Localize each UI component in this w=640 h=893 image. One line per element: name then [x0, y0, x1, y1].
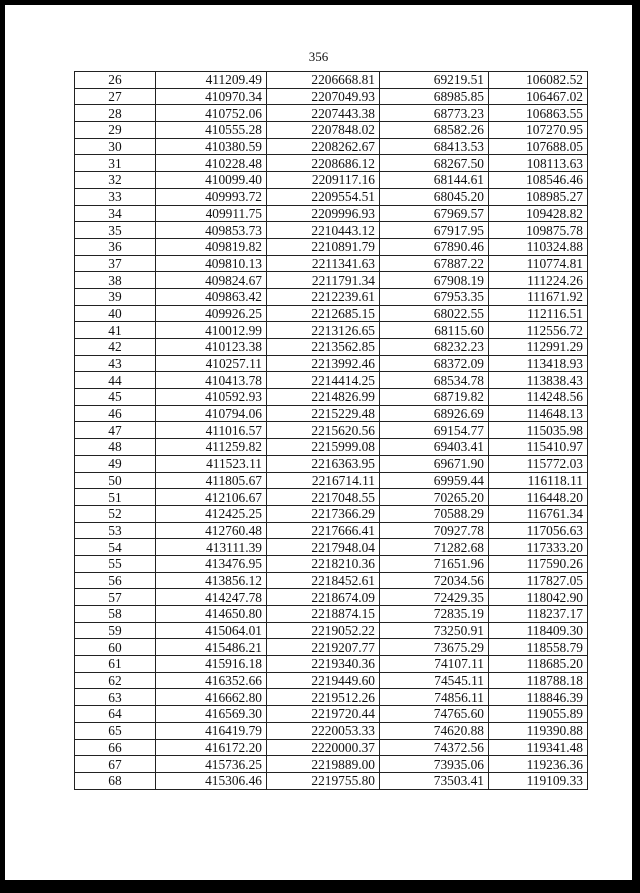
value-cell: 409810.13 — [156, 255, 267, 272]
value-cell: 2215999.08 — [267, 439, 380, 456]
value-cell: 116118.11 — [489, 472, 588, 489]
value-cell: 409926.25 — [156, 305, 267, 322]
value-cell: 68267.50 — [380, 155, 489, 172]
point-number-cell: 50 — [75, 472, 156, 489]
table-row — [75, 205, 588, 222]
page-number: 356 — [308, 49, 329, 64]
table-row — [75, 522, 588, 539]
value-cell: 71651.96 — [380, 555, 489, 572]
value-cell: 115035.98 — [489, 422, 588, 439]
value-cell: 409853.73 — [156, 222, 267, 239]
table-row — [75, 288, 588, 305]
table-row — [75, 439, 588, 456]
table-row — [75, 88, 588, 105]
point-number-cell: 57 — [75, 589, 156, 606]
value-cell: 67890.46 — [380, 238, 489, 255]
value-cell: 415486.21 — [156, 639, 267, 656]
table-row — [75, 572, 588, 589]
value-cell: 116448.20 — [489, 489, 588, 506]
value-cell: 69671.90 — [380, 455, 489, 472]
value-cell: 116761.34 — [489, 505, 588, 522]
value-cell: 413111.39 — [156, 539, 267, 556]
table-row — [75, 172, 588, 189]
value-cell: 2219207.77 — [267, 639, 380, 656]
value-cell: 2215229.48 — [267, 405, 380, 422]
value-cell: 409993.72 — [156, 188, 267, 205]
value-cell: 410752.06 — [156, 105, 267, 122]
value-cell: 106467.02 — [489, 88, 588, 105]
value-cell: 2216363.95 — [267, 455, 380, 472]
point-number-cell: 36 — [75, 238, 156, 255]
value-cell: 411805.67 — [156, 472, 267, 489]
value-cell: 68926.69 — [380, 405, 489, 422]
value-cell: 113838.43 — [489, 372, 588, 389]
value-cell: 68045.20 — [380, 188, 489, 205]
value-cell: 2219340.36 — [267, 656, 380, 673]
value-cell: 119390.88 — [489, 722, 588, 739]
value-cell: 2219512.26 — [267, 689, 380, 706]
value-cell: 2214826.99 — [267, 389, 380, 406]
value-cell: 68232.23 — [380, 339, 489, 356]
point-number-cell: 53 — [75, 522, 156, 539]
value-cell: 109428.82 — [489, 205, 588, 222]
value-cell: 67887.22 — [380, 255, 489, 272]
point-number-cell: 68 — [75, 772, 156, 789]
value-cell: 106082.52 — [489, 72, 588, 89]
value-cell: 2218674.09 — [267, 589, 380, 606]
table-row — [75, 155, 588, 172]
value-cell: 2219052.22 — [267, 622, 380, 639]
value-cell: 117333.20 — [489, 539, 588, 556]
value-cell: 71282.68 — [380, 539, 489, 556]
value-cell: 409863.42 — [156, 288, 267, 305]
value-cell: 415064.01 — [156, 622, 267, 639]
point-number-cell: 30 — [75, 138, 156, 155]
value-cell: 2218874.15 — [267, 606, 380, 623]
table-row — [75, 122, 588, 139]
value-cell: 70265.20 — [380, 489, 489, 506]
table-row — [75, 138, 588, 155]
point-number-cell: 39 — [75, 288, 156, 305]
table-row — [75, 105, 588, 122]
point-number-cell: 34 — [75, 205, 156, 222]
value-cell: 68719.82 — [380, 389, 489, 406]
value-cell: 416569.30 — [156, 706, 267, 723]
value-cell: 2209117.16 — [267, 172, 380, 189]
table-body — [75, 72, 588, 790]
value-cell: 415916.18 — [156, 656, 267, 673]
value-cell: 412106.67 — [156, 489, 267, 506]
value-cell: 110774.81 — [489, 255, 588, 272]
value-cell: 69403.41 — [380, 439, 489, 456]
value-cell: 73250.91 — [380, 622, 489, 639]
value-cell: 409824.67 — [156, 272, 267, 289]
value-cell: 108546.46 — [489, 172, 588, 189]
point-number-cell: 40 — [75, 305, 156, 322]
value-cell: 68022.55 — [380, 305, 489, 322]
value-cell: 114248.56 — [489, 389, 588, 406]
point-number-cell: 47 — [75, 422, 156, 439]
point-number-cell: 29 — [75, 122, 156, 139]
table-row — [75, 188, 588, 205]
value-cell: 118409.30 — [489, 622, 588, 639]
value-cell: 410970.34 — [156, 88, 267, 105]
value-cell: 416352.66 — [156, 672, 267, 689]
value-cell: 112116.51 — [489, 305, 588, 322]
table-row — [75, 372, 588, 389]
point-number-cell: 41 — [75, 322, 156, 339]
value-cell: 68413.53 — [380, 138, 489, 155]
value-cell: 69219.51 — [380, 72, 489, 89]
value-cell: 2207049.93 — [267, 88, 380, 105]
point-number-cell: 61 — [75, 656, 156, 673]
value-cell: 110324.88 — [489, 238, 588, 255]
value-cell: 70927.78 — [380, 522, 489, 539]
point-number-cell: 51 — [75, 489, 156, 506]
point-number-cell: 65 — [75, 722, 156, 739]
value-cell: 409911.75 — [156, 205, 267, 222]
value-cell: 107270.95 — [489, 122, 588, 139]
table-row — [75, 689, 588, 706]
value-cell: 70588.29 — [380, 505, 489, 522]
value-cell: 410257.11 — [156, 355, 267, 372]
value-cell: 2219755.80 — [267, 772, 380, 789]
value-cell: 109875.78 — [489, 222, 588, 239]
point-number-cell: 42 — [75, 339, 156, 356]
value-cell: 73503.41 — [380, 772, 489, 789]
value-cell: 118558.79 — [489, 639, 588, 656]
value-cell: 2220000.37 — [267, 739, 380, 756]
table-row — [75, 322, 588, 339]
value-cell: 415736.25 — [156, 756, 267, 773]
value-cell: 118237.17 — [489, 606, 588, 623]
table-row — [75, 339, 588, 356]
value-cell: 410228.48 — [156, 155, 267, 172]
table-row — [75, 639, 588, 656]
value-cell: 113418.93 — [489, 355, 588, 372]
value-cell: 74620.88 — [380, 722, 489, 739]
value-cell: 68144.61 — [380, 172, 489, 189]
value-cell: 2217666.41 — [267, 522, 380, 539]
value-cell: 119109.33 — [489, 772, 588, 789]
point-number-cell: 63 — [75, 689, 156, 706]
value-cell: 68372.09 — [380, 355, 489, 372]
point-number-cell: 33 — [75, 188, 156, 205]
value-cell: 411259.82 — [156, 439, 267, 456]
value-cell: 74107.11 — [380, 656, 489, 673]
value-cell: 73935.06 — [380, 756, 489, 773]
point-number-cell: 48 — [75, 439, 156, 456]
value-cell: 2207848.02 — [267, 122, 380, 139]
value-cell: 410413.78 — [156, 372, 267, 389]
point-number-cell: 62 — [75, 672, 156, 689]
value-cell: 2208686.12 — [267, 155, 380, 172]
value-cell: 72429.35 — [380, 589, 489, 606]
value-cell: 119236.36 — [489, 756, 588, 773]
value-cell: 414650.80 — [156, 606, 267, 623]
table-row — [75, 355, 588, 372]
value-cell: 108113.63 — [489, 155, 588, 172]
value-cell: 2217366.29 — [267, 505, 380, 522]
value-cell: 117056.63 — [489, 522, 588, 539]
table-row — [75, 622, 588, 639]
value-cell: 72034.56 — [380, 572, 489, 589]
value-cell: 410555.28 — [156, 122, 267, 139]
point-number-cell: 55 — [75, 555, 156, 572]
table-row — [75, 489, 588, 506]
table-row — [75, 455, 588, 472]
point-number-cell: 37 — [75, 255, 156, 272]
point-number-cell: 64 — [75, 706, 156, 723]
value-cell: 2209996.93 — [267, 205, 380, 222]
table-row — [75, 539, 588, 556]
value-cell: 2214414.25 — [267, 372, 380, 389]
value-cell: 68773.23 — [380, 105, 489, 122]
value-cell: 2210443.12 — [267, 222, 380, 239]
value-cell: 67953.35 — [380, 288, 489, 305]
value-cell: 410123.38 — [156, 339, 267, 356]
value-cell: 2213992.46 — [267, 355, 380, 372]
table-row — [75, 606, 588, 623]
value-cell: 118042.90 — [489, 589, 588, 606]
value-cell: 2211341.63 — [267, 255, 380, 272]
point-number-cell: 54 — [75, 539, 156, 556]
point-number-cell: 59 — [75, 622, 156, 639]
value-cell: 2218452.61 — [267, 572, 380, 589]
value-cell: 74765.60 — [380, 706, 489, 723]
point-number-cell: 38 — [75, 272, 156, 289]
table-row — [75, 589, 588, 606]
point-number-cell: 35 — [75, 222, 156, 239]
value-cell: 2213562.85 — [267, 339, 380, 356]
point-number-cell: 28 — [75, 105, 156, 122]
value-cell: 2207443.38 — [267, 105, 380, 122]
table-row — [75, 255, 588, 272]
value-cell: 416419.79 — [156, 722, 267, 739]
value-cell: 69154.77 — [380, 422, 489, 439]
value-cell: 2220053.33 — [267, 722, 380, 739]
value-cell: 68582.26 — [380, 122, 489, 139]
value-cell: 412760.48 — [156, 522, 267, 539]
value-cell: 411523.11 — [156, 455, 267, 472]
value-cell: 114648.13 — [489, 405, 588, 422]
scan-border — [0, 880, 640, 893]
value-cell: 119341.48 — [489, 739, 588, 756]
point-number-cell: 27 — [75, 88, 156, 105]
value-cell: 118788.18 — [489, 672, 588, 689]
value-cell: 2210891.79 — [267, 238, 380, 255]
value-cell: 115410.97 — [489, 439, 588, 456]
table-row — [75, 656, 588, 673]
value-cell: 107688.05 — [489, 138, 588, 155]
value-cell: 410794.06 — [156, 405, 267, 422]
table-row — [75, 772, 588, 789]
point-number-cell: 60 — [75, 639, 156, 656]
table-row — [75, 272, 588, 289]
table-row — [75, 222, 588, 239]
value-cell: 2216714.11 — [267, 472, 380, 489]
point-number-cell: 49 — [75, 455, 156, 472]
value-cell: 112991.29 — [489, 339, 588, 356]
point-number-cell: 56 — [75, 572, 156, 589]
value-cell: 73675.29 — [380, 639, 489, 656]
point-number-cell: 45 — [75, 389, 156, 406]
value-cell: 2219720.44 — [267, 706, 380, 723]
value-cell: 410380.59 — [156, 138, 267, 155]
table-row — [75, 238, 588, 255]
value-cell: 115772.03 — [489, 455, 588, 472]
value-cell: 410012.99 — [156, 322, 267, 339]
point-number-cell: 66 — [75, 739, 156, 756]
value-cell: 415306.46 — [156, 772, 267, 789]
value-cell: 67969.57 — [380, 205, 489, 222]
table-row — [75, 389, 588, 406]
value-cell: 411209.49 — [156, 72, 267, 89]
value-cell: 2217948.04 — [267, 539, 380, 556]
value-cell: 68985.85 — [380, 88, 489, 105]
value-cell: 106863.55 — [489, 105, 588, 122]
value-cell: 68534.78 — [380, 372, 489, 389]
value-cell: 74545.11 — [380, 672, 489, 689]
point-number-cell: 43 — [75, 355, 156, 372]
value-cell: 112556.72 — [489, 322, 588, 339]
point-number-cell: 46 — [75, 405, 156, 422]
table-row — [75, 422, 588, 439]
value-cell: 67917.95 — [380, 222, 489, 239]
table-row — [75, 72, 588, 89]
value-cell: 119055.89 — [489, 706, 588, 723]
value-cell: 117590.26 — [489, 555, 588, 572]
value-cell: 2209554.51 — [267, 188, 380, 205]
value-cell: 2212685.15 — [267, 305, 380, 322]
value-cell: 414247.78 — [156, 589, 267, 606]
table-row — [75, 722, 588, 739]
value-cell: 409819.82 — [156, 238, 267, 255]
document-page — [5, 5, 632, 885]
value-cell: 412425.25 — [156, 505, 267, 522]
value-cell: 2219889.00 — [267, 756, 380, 773]
coordinate-table — [74, 71, 588, 790]
value-cell: 2212239.61 — [267, 288, 380, 305]
value-cell: 2211791.34 — [267, 272, 380, 289]
table-row — [75, 555, 588, 572]
value-cell: 74372.56 — [380, 739, 489, 756]
value-cell: 118685.20 — [489, 656, 588, 673]
value-cell: 416662.80 — [156, 689, 267, 706]
value-cell: 2206668.81 — [267, 72, 380, 89]
table-row — [75, 706, 588, 723]
value-cell: 2219449.60 — [267, 672, 380, 689]
value-cell: 416172.20 — [156, 739, 267, 756]
value-cell: 410592.93 — [156, 389, 267, 406]
point-number-cell: 31 — [75, 155, 156, 172]
value-cell: 2213126.65 — [267, 322, 380, 339]
value-cell: 2215620.56 — [267, 422, 380, 439]
point-number-cell: 32 — [75, 172, 156, 189]
value-cell: 411016.57 — [156, 422, 267, 439]
table-row — [75, 472, 588, 489]
value-cell: 74856.11 — [380, 689, 489, 706]
point-number-cell: 58 — [75, 606, 156, 623]
point-number-cell: 26 — [75, 72, 156, 89]
value-cell: 67908.19 — [380, 272, 489, 289]
point-number-cell: 67 — [75, 756, 156, 773]
value-cell: 111224.26 — [489, 272, 588, 289]
value-cell: 108985.27 — [489, 188, 588, 205]
table-row — [75, 672, 588, 689]
value-cell: 111671.92 — [489, 288, 588, 305]
table-row — [75, 756, 588, 773]
table-row — [75, 405, 588, 422]
point-number-cell: 44 — [75, 372, 156, 389]
table-row — [75, 305, 588, 322]
value-cell: 2217048.55 — [267, 489, 380, 506]
value-cell: 413476.95 — [156, 555, 267, 572]
value-cell: 68115.60 — [380, 322, 489, 339]
value-cell: 410099.40 — [156, 172, 267, 189]
point-number-cell: 52 — [75, 505, 156, 522]
table-row — [75, 505, 588, 522]
value-cell: 413856.12 — [156, 572, 267, 589]
value-cell: 118846.39 — [489, 689, 588, 706]
value-cell: 72835.19 — [380, 606, 489, 623]
value-cell: 2208262.67 — [267, 138, 380, 155]
value-cell: 2218210.36 — [267, 555, 380, 572]
table-row — [75, 739, 588, 756]
value-cell: 117827.05 — [489, 572, 588, 589]
value-cell: 69959.44 — [380, 472, 489, 489]
